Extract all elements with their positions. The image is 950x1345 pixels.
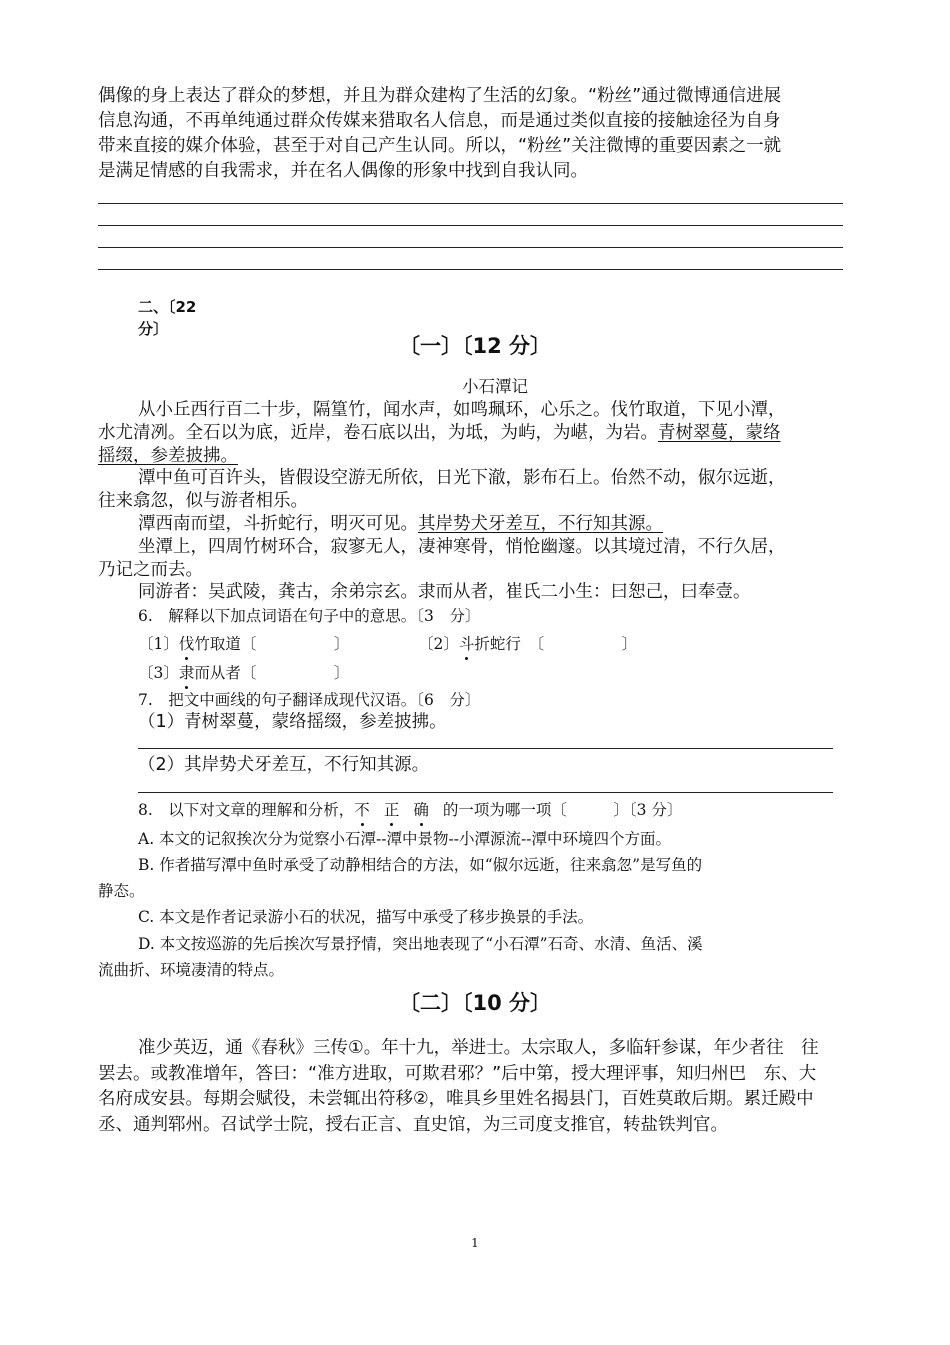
part2-heading: 〔二〕〔10 分〕 <box>398 991 552 1015</box>
intro-line-3: 带来直接的媒介体验，甚至于对自己产生认同。所以，“粉丝”关注微博的重要因素之一就 <box>98 136 782 156</box>
part2-line-2: 罢去。或教准增年，答曰：“准方进取，可欺君邪？”后中第，授大理评事，知归州巴 东、大 <box>98 1064 817 1084</box>
q8-option-a[interactable]: A. 本文的记叙挨次分为觉察小石潭--潭中景物--小潭源流--潭中环境四个方面。 <box>138 830 671 848</box>
q8-option-c[interactable]: C. 本文是作者记录游小石的状况，描写中承受了移步换景的手法。 <box>138 908 594 926</box>
q7-sentence-2: （2）其岸势犬牙差互，不行知其源。 <box>138 755 430 775</box>
section-label-cont: 分〕 <box>138 320 169 338</box>
dotted-word: 确 <box>413 798 429 820</box>
text-p1-line1: 从小丘西行百二十步，隔篁竹，闻水声，如鸣珮环，心乐之。伐竹取道，下见小潭， <box>138 400 786 420</box>
q8-option-b-cont: 静态。 <box>98 882 145 900</box>
q8-stem-b: 的一项为哪一项〔 〕〔3 分〕 <box>442 801 683 819</box>
q8-option-d-cont: 流曲折、环境凄清的特点。 <box>98 961 285 979</box>
q6-item-3-num: 〔3〕 <box>138 664 179 682</box>
text-p2-line2: 往来翕忽，似与游者相乐。 <box>98 491 308 511</box>
q7-answer-line-2[interactable] <box>138 792 833 793</box>
text-p4-line1: 坐潭上，四周竹树环合，寂寥无人，凄神寒骨，悄怆幽邃。以其境过清，不行久居， <box>138 537 786 557</box>
text-p4-line2: 乃记之而去。 <box>98 560 203 580</box>
answer-line[interactable] <box>98 247 843 248</box>
q6-stem: 6. 解释以下加点词语在句子中的意思。〔3 分〕 <box>138 607 481 625</box>
underlined-sentence-1a: 青树翠蔓，蒙络 <box>658 423 781 443</box>
q6-item-3-rest: 而从者〔 〕 <box>194 664 350 682</box>
q6-item-3[interactable] <box>138 661 349 683</box>
q8-stem-a: 8. 以下对文章的理解和分析， <box>138 801 355 819</box>
q6-item-1-num: 〔1〕 <box>138 635 179 653</box>
q6-item-1[interactable] <box>138 632 349 654</box>
dotted-word: 隶 <box>179 661 195 683</box>
q7-stem: 7. 把文中画线的句子翻译成现代汉语。〔6 分〕 <box>138 691 481 709</box>
part2-line-3: 名府成安县。每期会赋役，未尝辄出符移②，唯具乡里姓名揭县门，百姓莫敢后期。累迁殿中 <box>98 1089 814 1109</box>
page-number: 1 <box>471 1236 479 1250</box>
q8-stem <box>138 798 682 820</box>
q6-item-1-rest: 竹取道〔 〕 <box>194 635 350 653</box>
intro-line-1: 偶像的身上表达了群众的梦想，并且为群众建构了生活的幻象。“粉丝”通过微博通信进展 <box>98 86 782 106</box>
dotted-word: 正 <box>384 798 400 820</box>
answer-line[interactable] <box>98 203 843 204</box>
text-title: 小石潭记 <box>462 377 528 396</box>
q7-answer-line-1[interactable] <box>138 748 833 749</box>
underlined-sentence-1b: 摇缀，参差披拂。 <box>98 446 238 466</box>
dotted-word: 不 <box>354 798 370 820</box>
part2-line-1: 准少英迈，通《春秋》三传①。年十九，举进士。太宗取人，多临轩参谋，年少者往 往 <box>138 1038 819 1058</box>
q8-option-d[interactable]: D. 本文按巡游的先后挨次写景抒情，突出地表现了“小石潭”石奇、水清、鱼活、溪 <box>138 935 703 953</box>
underlined-sentence-2: 其岸势犬牙差互，不行知其源。 <box>418 514 663 534</box>
text-p3-plain: 潭西南而望，斗折蛇行，明灭可见。 <box>138 514 418 534</box>
text-p5: 同游者：吴武陵，龚古，余弟宗玄。隶而从者，崔氏二小生：曰恕己，曰奉壹。 <box>138 582 751 602</box>
text-p1-line2-plain: 水尤清冽。全石以为底，近岸，卷石底以出，为坻，为屿，为嵁，为岩。 <box>98 423 658 443</box>
q8-option-b[interactable]: B. 作者描写潭中鱼时承受了动静相结合的方法，如“俶尔远逝，往来翕忽”是写鱼的 <box>138 856 703 874</box>
text-p1-line2 <box>98 421 781 445</box>
answer-line[interactable] <box>98 225 843 226</box>
dotted-word: 斗 <box>459 632 475 654</box>
text-p3 <box>138 512 663 536</box>
answer-line[interactable] <box>98 269 843 270</box>
dotted-word: 伐 <box>179 632 195 654</box>
q6-item-2-num: 〔2〕 <box>418 635 459 653</box>
q6-item-2[interactable] <box>418 632 637 654</box>
intro-line-2: 信息沟通，不再单纯通过群众传媒来猎取名人信息，而是通过类似直接的接触途径为自身 <box>98 111 781 131</box>
q7-sentence-1: （1）青树翠蔓，蒙络摇缀，参差披拂。 <box>138 712 447 732</box>
q6-item-2-rest: 折蛇行 〔 〕 <box>474 635 638 653</box>
part1-heading: 〔一〕〔12 分〕 <box>398 334 552 358</box>
intro-line-4: 是满足情感的自我需求，并在名人偶像的形象中找到自我认同。 <box>98 161 588 181</box>
part2-line-4: 丞、通判郓州。召试学士院，授右正言、直史馆，为三司度支推官，转盐铁判官。 <box>98 1115 728 1135</box>
section-label: 二、〔22 <box>138 298 197 316</box>
text-p2-line1: 潭中鱼可百许头，皆假设空游无所依，日光下澈，影布石上。佁然不动，俶尔远逝， <box>138 468 786 488</box>
